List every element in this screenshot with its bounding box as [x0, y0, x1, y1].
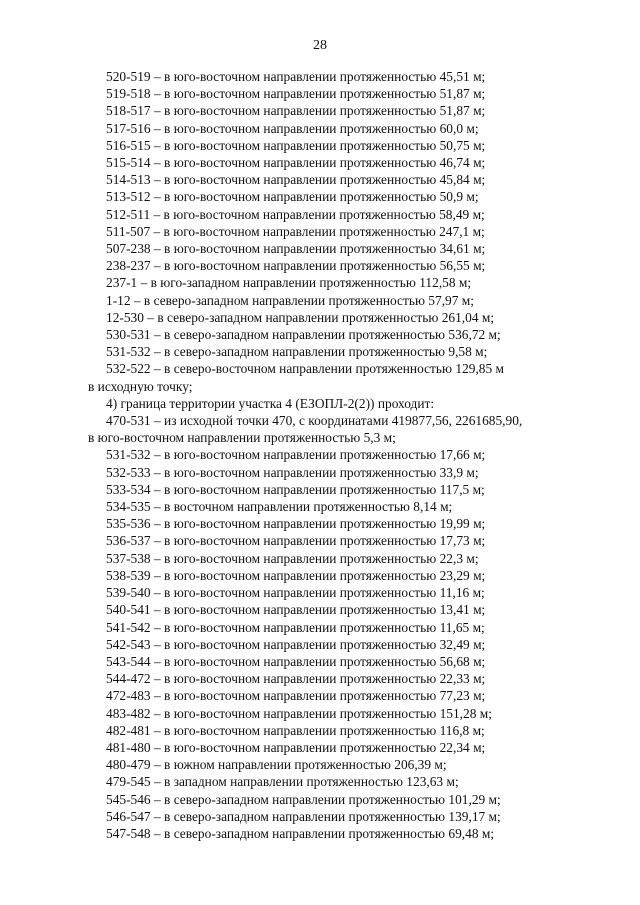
boundary-line: 481-480 – в юго-восточном направлении протяженностью 22,34 м; — [106, 739, 486, 755]
boundary-line: 513-512 – в юго-восточном направлении протяженностью 50,9 м; — [106, 189, 479, 205]
boundary-line: 479-545 – в западном направлении протяженностью 123,63 м; — [106, 774, 459, 790]
boundary-line: 536-537 – в юго-восточном направлении протяженностью 17,73 м; — [106, 533, 486, 549]
boundary-line: 540-541 – в юго-восточном направлении протяженностью 13,41 м; — [106, 602, 486, 618]
boundary-line: 515-514 – в юго-восточном направлении протяженностью 46,74 м; — [106, 155, 486, 171]
boundary-line: 535-536 – в юго-восточном направлении протяженностью 19,99 м; — [106, 516, 486, 532]
boundary-line: 516-515 – в юго-восточном направлении протяженностью 50,75 м; — [106, 137, 486, 153]
boundary-line: 546-547 – в северо-западном направлении протяженностью 139,17 м; — [106, 808, 501, 824]
boundary-line: 532-533 – в юго-восточном направлении протяженностью 33,9 м; — [106, 464, 479, 480]
boundary-line: 541-542 – в юго-восточном направлении протяженностью 11,65 м; — [106, 619, 485, 635]
boundary-line: 539-540 – в юго-восточном направлении протяженностью 11,16 м; — [106, 585, 485, 601]
boundary-line: 520-519 – в юго-восточном направлении протяженностью 45,51 м; — [106, 69, 486, 84]
boundary-line: 538-539 – в юго-восточном направлении протяженностью 23,29 м; — [106, 567, 486, 583]
boundary-line: 543-544 – в юго-восточном направлении протяженностью 56,68 м; — [106, 653, 486, 669]
boundary-line: 519-518 – в юго-восточном направлении протяженностью 51,87 м; — [106, 86, 486, 102]
page-number: 28 — [313, 38, 327, 53]
boundary-line: 531-532 – в юго-восточном направлении протяженностью 17,66 м; — [106, 447, 486, 463]
boundary-line: 238-237 – в юго-восточном направлении протяженностью 56,55 м; — [106, 258, 486, 274]
boundary-line: 533-534 – в юго-восточном направлении протяженностью 117,5 м; — [106, 481, 485, 497]
boundary-line-470-531: 470-531 – из исходной точки 470, с координатами 419877,56, 2261685,90, — [106, 413, 523, 429]
boundary-line: 530-531 – в северо-западном направлении протяженностью 536,72 м; — [106, 327, 501, 343]
boundary-line: 537-538 – в юго-восточном направлении протяженностью 22,3 м; — [106, 550, 479, 566]
boundary-list-1 — [88, 68, 554, 360]
boundary-list-2 — [88, 446, 554, 842]
boundary-line: 482-481 – в юго-восточном направлении протяженностью 116,8 м; — [106, 722, 485, 738]
boundary-line: 12-530 – в северо-западном направлении протяженностью 261,04 м; — [106, 309, 495, 325]
boundary-line: 511-507 – в юго-восточном направлении протяженностью 247,1 м; — [106, 223, 485, 239]
boundary-line: 517-516 – в юго-восточном направлении протяженностью 60,0 м; — [106, 120, 479, 136]
boundary-line: 1-12 – в северо-западном направлении протяженностью 57,97 м; — [106, 292, 474, 308]
boundary-line: 483-482 – в юго-восточном направлении протяженностью 151,28 м; — [106, 705, 492, 721]
boundary-line: 531-532 – в северо-западном направлении протяженностью 9,58 м; — [106, 344, 488, 360]
boundary-line: 512-511 – в юго-восточном направлении протяженностью 58,49 м; — [106, 206, 485, 222]
section-heading: 4) граница территории участка 4 (ЕЗОПЛ-2(2)) проходит: — [106, 395, 435, 411]
boundary-line: 534-535 – в восточном направлении протяженностью 8,14 м; — [106, 499, 453, 515]
boundary-line: 542-543 – в юго-восточном направлении протяженностью 32,49 м; — [106, 636, 486, 652]
boundary-line: 480-479 – в южном направлении протяженностью 206,39 м; — [106, 757, 447, 773]
boundary-line: 544-472 – в юго-восточном направлении протяженностью 22,33 м; — [106, 671, 486, 687]
boundary-line: 518-517 – в юго-восточном направлении протяженностью 51,87 м; — [106, 103, 486, 119]
boundary-line: 547-548 – в северо-западном направлении протяженностью 69,48 м; — [106, 825, 495, 841]
boundary-line: 472-483 – в юго-восточном направлении протяженностью 77,23 м; — [106, 688, 486, 704]
boundary-line-470-531-continuation: в юго-восточном направлении протяженностью 5,3 м; — [88, 430, 396, 446]
boundary-line-532-522-continuation: в исходную точку; — [88, 378, 193, 394]
boundary-line: 545-546 – в северо-западном направлении протяженностью 101,29 м; — [106, 791, 501, 807]
boundary-line: 507-238 – в юго-восточном направлении протяженностью 34,61 м; — [106, 241, 486, 257]
boundary-line: 237-1 – в юго-западном направлении протяженностью 112,58 м; — [106, 275, 472, 291]
boundary-line: 514-513 – в юго-восточном направлении протяженностью 45,84 м; — [106, 172, 486, 188]
document-body — [88, 68, 554, 842]
boundary-line-532-522: 532-522 – в северо-восточном направлении протяженностью 129,85 м — [106, 361, 505, 377]
